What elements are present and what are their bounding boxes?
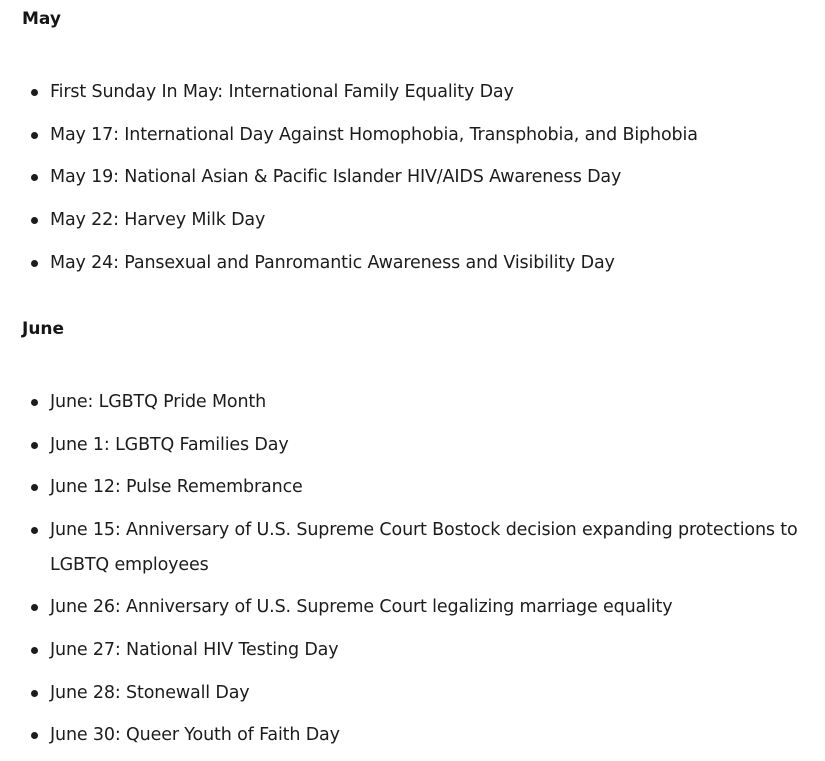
section-heading-june: June [22,319,65,339]
list-item [0,385,825,420]
list-item-text: June 28: Stonewall Day [50,682,250,703]
bullet-icon [31,217,38,224]
list-item [0,118,825,153]
list-item [0,590,825,625]
bullet-icon [31,604,38,611]
list-item [0,75,825,110]
list-item-text: June 15: Anniversary of U.S. Supreme Court Bostock decision expanding protections to LGBTQ employees [50,520,798,575]
bullet-icon [31,732,38,739]
list-item-text: June 30: Queer Youth of Faith Day [50,725,340,746]
list-item [0,203,825,238]
list-item [0,470,825,505]
list-item [0,633,825,668]
list-item [0,676,825,711]
list-item-text: June 1: LGBTQ Families Day [50,434,289,455]
bullet-icon [31,442,38,449]
list-item-text: May 24: Pansexual and Panromantic Awareness and Visibility Day [50,252,615,273]
list-item-text: First Sunday In May: International Family Equality Day [50,82,514,102]
list-item-text: May 19: National Asian & Pacific Islander HIV/AIDS Awareness Day [50,167,622,188]
bullet-icon [31,399,38,406]
event-list-may [0,75,825,288]
list-item-text: June: LGBTQ Pride Month [50,392,267,412]
bullet-icon [31,527,38,534]
bullet-icon [31,647,38,654]
list-item-text: May 17: International Day Against Homophobia, Transphobia, and Biphobia [50,124,698,145]
bullet-icon [31,260,38,267]
bullet-icon [31,89,38,96]
list-item [0,246,825,281]
section-heading-may: May [22,9,61,29]
event-list-june [0,385,825,761]
list-item [0,718,825,753]
bullet-icon [31,690,38,697]
list-item-text: June 12: Pulse Remembrance [50,477,303,498]
list-item [0,160,825,195]
bullet-icon [31,484,38,491]
list-item-text: June 27: National HIV Testing Day [50,639,339,660]
bullet-icon [31,174,38,181]
list-item-text: May 22: Harvey Milk Day [50,210,266,231]
list-item [0,428,825,463]
list-item [0,513,825,582]
list-item-text: June 26: Anniversary of U.S. Supreme Court legalizing marriage equality [50,597,673,618]
bullet-icon [31,132,38,139]
